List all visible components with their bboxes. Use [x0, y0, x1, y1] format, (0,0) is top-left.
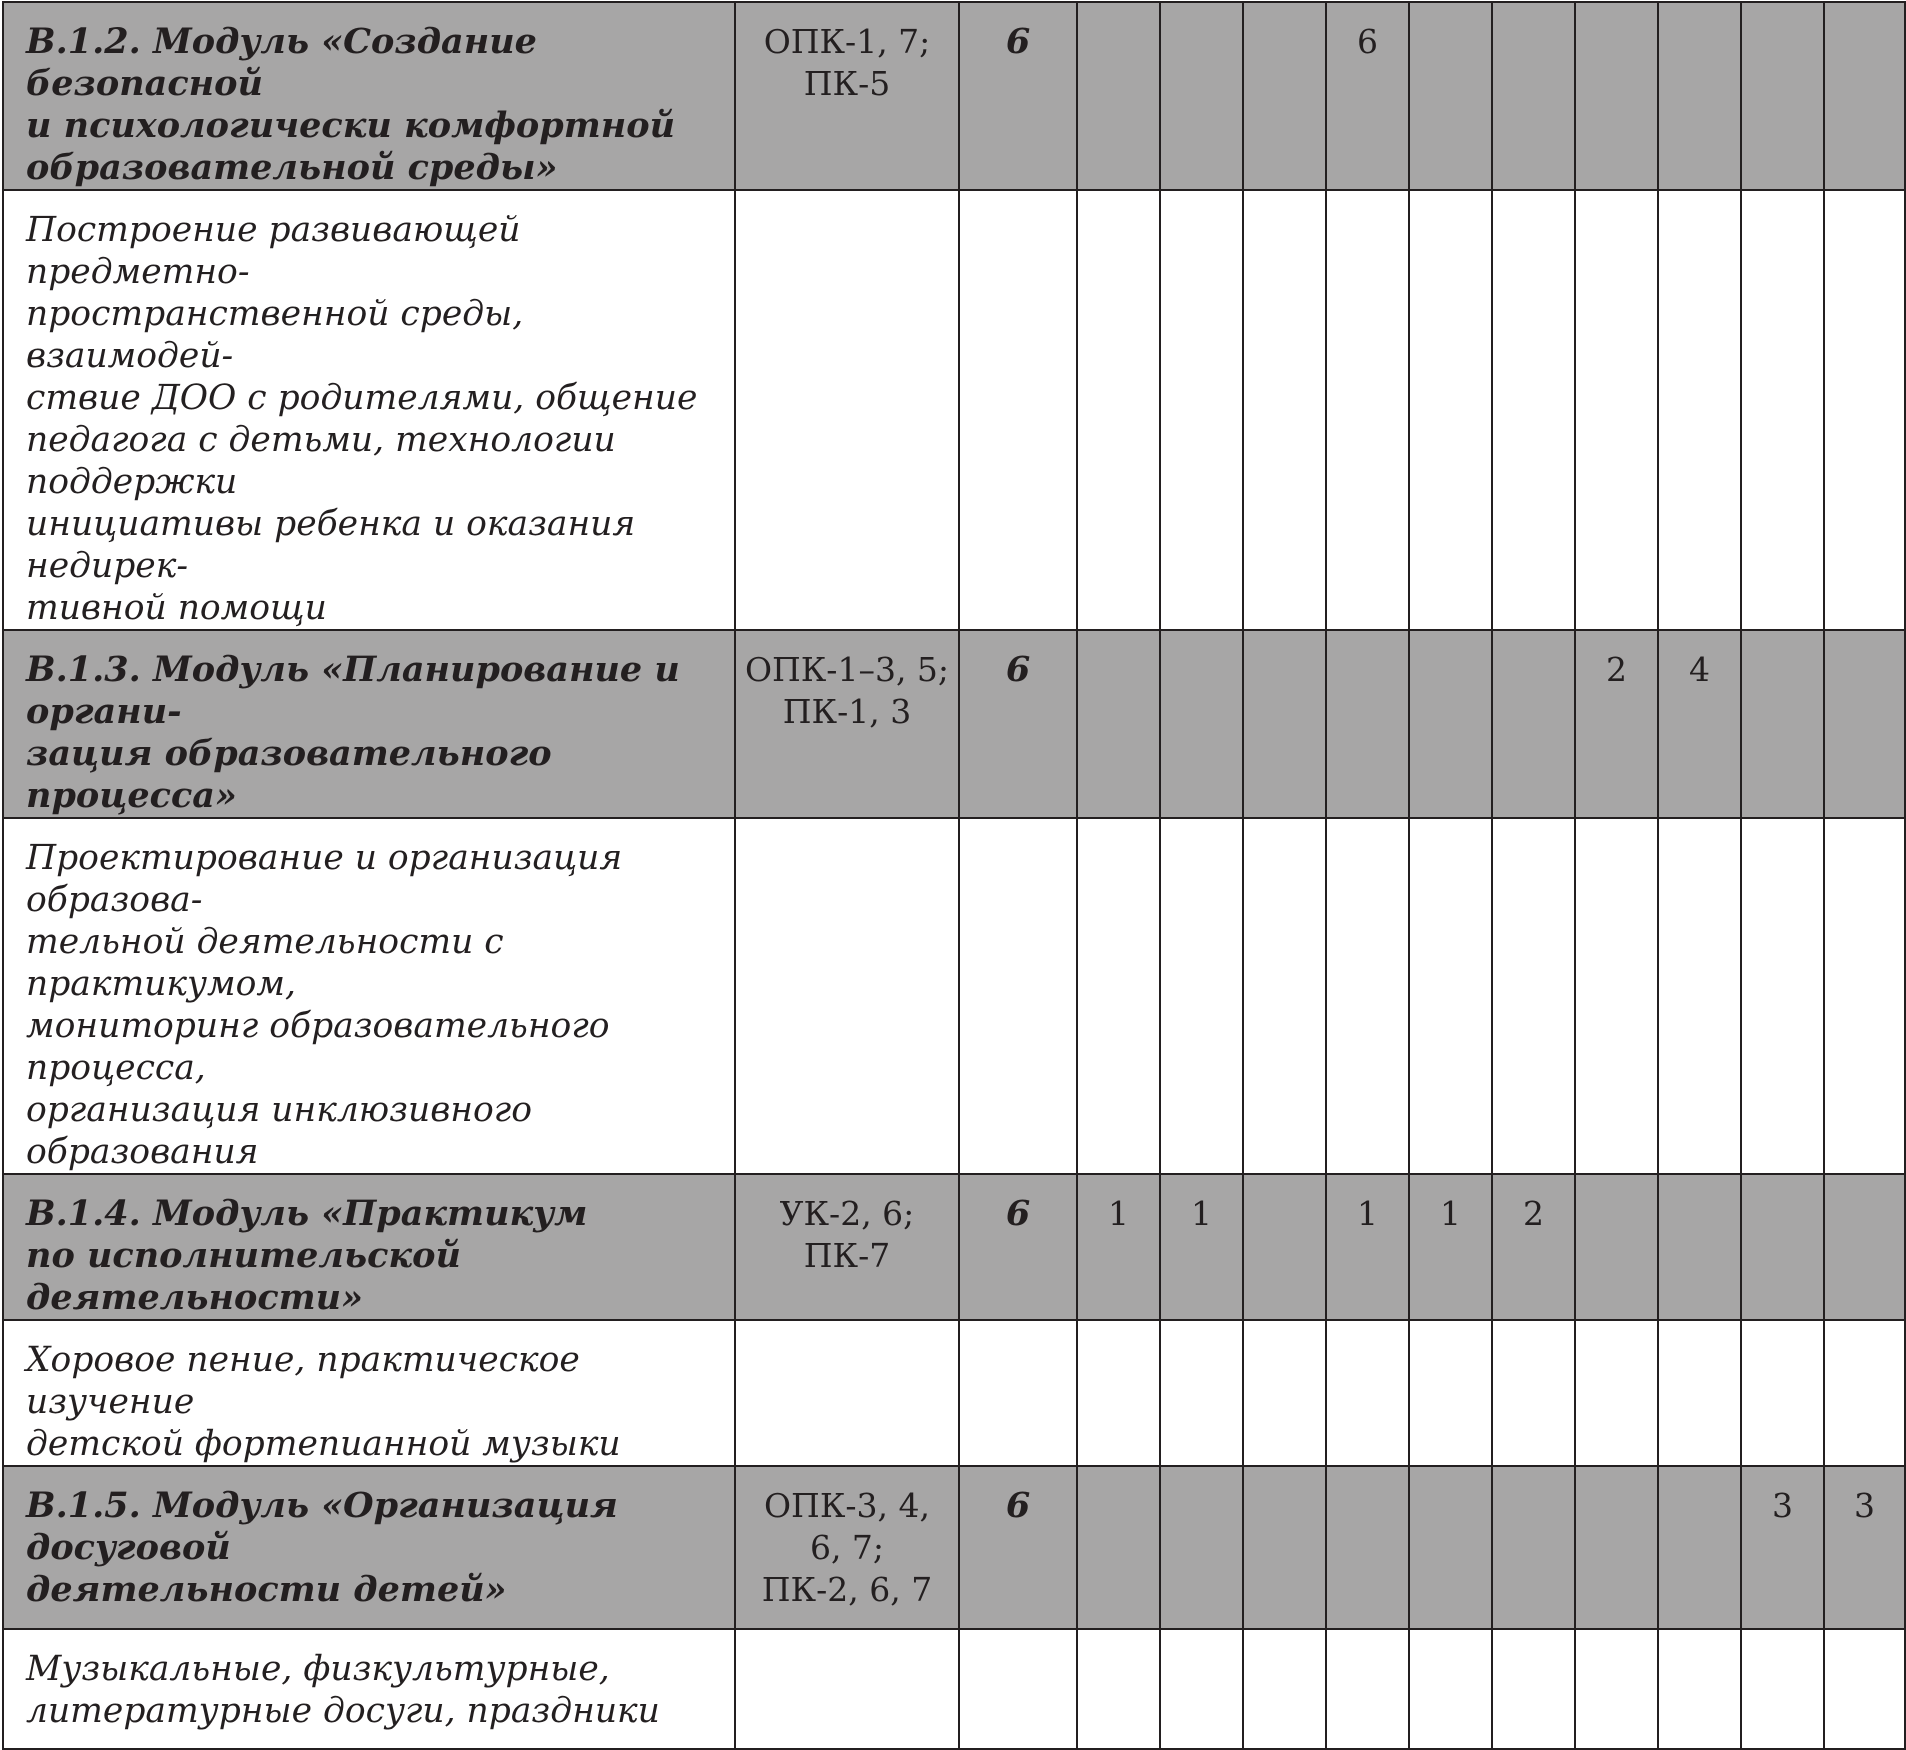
empty-cell	[1409, 818, 1492, 1174]
semester-cell	[1243, 630, 1326, 818]
empty-cell	[1160, 818, 1243, 1174]
empty-cell	[1824, 1629, 1905, 1749]
semester-cell	[1741, 630, 1824, 818]
empty-cell	[1824, 818, 1905, 1174]
semester-cell	[1326, 630, 1409, 818]
semester-cell	[1409, 1466, 1492, 1629]
module-description-row	[3, 1320, 1905, 1466]
module-description-cell	[3, 818, 735, 1174]
semester-cell: 1	[1160, 1174, 1243, 1320]
semester-cell: 1	[1077, 1174, 1160, 1320]
module-description: Хоровое пение, практическое изучение детской фортепианной музыки	[26, 1340, 621, 1464]
semester-cell	[1575, 1174, 1658, 1320]
semester-cell	[1658, 2, 1741, 190]
empty-cell	[1492, 1320, 1575, 1466]
semester-cell	[1077, 630, 1160, 818]
competencies-cell: ОПК-3, 4, 6, 7; ПК-2, 6, 7	[735, 1466, 959, 1629]
empty-cell	[1409, 1320, 1492, 1466]
module-name-cell	[3, 630, 735, 818]
semester-cell	[1160, 630, 1243, 818]
semester-cell	[1326, 1466, 1409, 1629]
credits-cell: 6	[959, 1466, 1077, 1629]
semester-cell	[1243, 1466, 1326, 1629]
empty-cell	[1741, 1320, 1824, 1466]
empty-cell	[1824, 190, 1905, 630]
semester-cell	[1409, 2, 1492, 190]
semester-cell	[1243, 2, 1326, 190]
semester-cell	[1077, 1466, 1160, 1629]
competencies-cell: УК-2, 6; ПК-7	[735, 1174, 959, 1320]
credits-cell: 6	[959, 1174, 1077, 1320]
competencies-cell: ОПК-1, 7; ПК-5	[735, 2, 959, 190]
empty-cell	[1077, 190, 1160, 630]
module-row	[3, 1466, 1905, 1629]
semester-cell	[1824, 2, 1905, 190]
empty-cell	[1575, 1320, 1658, 1466]
credits-cell: 6	[959, 630, 1077, 818]
semester-cell	[1077, 2, 1160, 190]
empty-cell	[1160, 190, 1243, 630]
empty-cell	[1492, 818, 1575, 1174]
empty-cell	[959, 1320, 1077, 1466]
empty-cell	[959, 190, 1077, 630]
empty-cell	[1243, 818, 1326, 1174]
semester-cell	[1658, 1174, 1741, 1320]
empty-cell	[1243, 1320, 1326, 1466]
semester-cell	[1741, 1174, 1824, 1320]
empty-cell	[1575, 1629, 1658, 1749]
module-description: Построение развивающей предметно- пространственной среды, взаимодей- ствие ДОО с родителями, общение педагога с детьми, технологии поддержки инициативы ребенка и оказания недирек- тивной помощи	[26, 210, 698, 628]
empty-cell	[1575, 818, 1658, 1174]
empty-cell	[1409, 1629, 1492, 1749]
module-description-row	[3, 818, 1905, 1174]
empty-cell	[1326, 190, 1409, 630]
empty-cell	[959, 818, 1077, 1174]
empty-cell	[1658, 1629, 1741, 1749]
empty-cell	[1160, 1629, 1243, 1749]
empty-cell	[1741, 1629, 1824, 1749]
module-name-cell	[3, 1174, 735, 1320]
empty-cell	[1160, 1320, 1243, 1466]
semester-cell	[1824, 630, 1905, 818]
empty-cell	[1741, 190, 1824, 630]
semester-cell: 4	[1658, 630, 1741, 818]
empty-cell	[1492, 190, 1575, 630]
empty-cell	[959, 1629, 1077, 1749]
semester-cell	[1824, 1174, 1905, 1320]
semester-cell	[1575, 2, 1658, 190]
module-title: B.1.4. Модуль «Практикум по исполнительской деятельности»	[26, 1193, 588, 1318]
module-description-cell	[3, 1629, 735, 1749]
credits-cell: 6	[959, 2, 1077, 190]
module-name-cell	[3, 1466, 735, 1629]
empty-cell	[735, 1629, 959, 1749]
semester-cell	[1160, 1466, 1243, 1629]
module-row	[3, 630, 1905, 818]
module-description: Музыкальные, физкультурные, литературные досуги, праздники	[26, 1649, 660, 1731]
empty-cell	[1658, 190, 1741, 630]
module-title: B.1.2. Модуль «Создание безопасной и психологически комфортной образовательной среды»	[26, 21, 676, 188]
module-title: B.1.5. Модуль «Организация досуговой деятельности детей»	[26, 1485, 618, 1610]
empty-cell	[1077, 818, 1160, 1174]
semester-cell: 3	[1741, 1466, 1824, 1629]
semester-cell	[1741, 2, 1824, 190]
semester-cell	[1160, 2, 1243, 190]
semester-cell	[1658, 1466, 1741, 1629]
module-description: Проектирование и организация образова- тельной деятельности с практикумом, мониторинг образовательного процесса, организация инклюзивного образования	[26, 838, 623, 1172]
semester-cell	[1492, 2, 1575, 190]
empty-cell	[1243, 1629, 1326, 1749]
module-description-cell	[3, 190, 735, 630]
semester-cell	[1243, 1174, 1326, 1320]
empty-cell	[1243, 190, 1326, 630]
semester-cell: 1	[1326, 1174, 1409, 1320]
module-row	[3, 1174, 1905, 1320]
empty-cell	[1326, 818, 1409, 1174]
curriculum-table	[2, 1, 1906, 1750]
competencies-cell: ОПК-1–3, 5; ПК-1, 3	[735, 630, 959, 818]
module-description-row	[3, 1629, 1905, 1749]
empty-cell	[1658, 818, 1741, 1174]
semester-cell	[1492, 630, 1575, 818]
semester-cell: 3	[1824, 1466, 1905, 1629]
empty-cell	[1326, 1629, 1409, 1749]
semester-cell	[1492, 1466, 1575, 1629]
empty-cell	[735, 818, 959, 1174]
module-description-cell	[3, 1320, 735, 1466]
semester-cell: 6	[1326, 2, 1409, 190]
empty-cell	[1575, 190, 1658, 630]
empty-cell	[735, 1320, 959, 1466]
semester-cell: 2	[1575, 630, 1658, 818]
empty-cell	[1741, 818, 1824, 1174]
empty-cell	[1077, 1320, 1160, 1466]
module-title: B.1.3. Модуль «Планирование и органи- зация образовательного процесса»	[26, 649, 680, 816]
empty-cell	[1492, 1629, 1575, 1749]
empty-cell	[735, 190, 959, 630]
semester-cell	[1409, 630, 1492, 818]
semester-cell	[1575, 1466, 1658, 1629]
module-description-row	[3, 190, 1905, 630]
module-name-cell	[3, 2, 735, 190]
semester-cell: 2	[1492, 1174, 1575, 1320]
module-row	[3, 2, 1905, 190]
empty-cell	[1077, 1629, 1160, 1749]
empty-cell	[1824, 1320, 1905, 1466]
semester-cell: 1	[1409, 1174, 1492, 1320]
empty-cell	[1658, 1320, 1741, 1466]
empty-cell	[1326, 1320, 1409, 1466]
empty-cell	[1409, 190, 1492, 630]
table-body	[3, 2, 1905, 1749]
